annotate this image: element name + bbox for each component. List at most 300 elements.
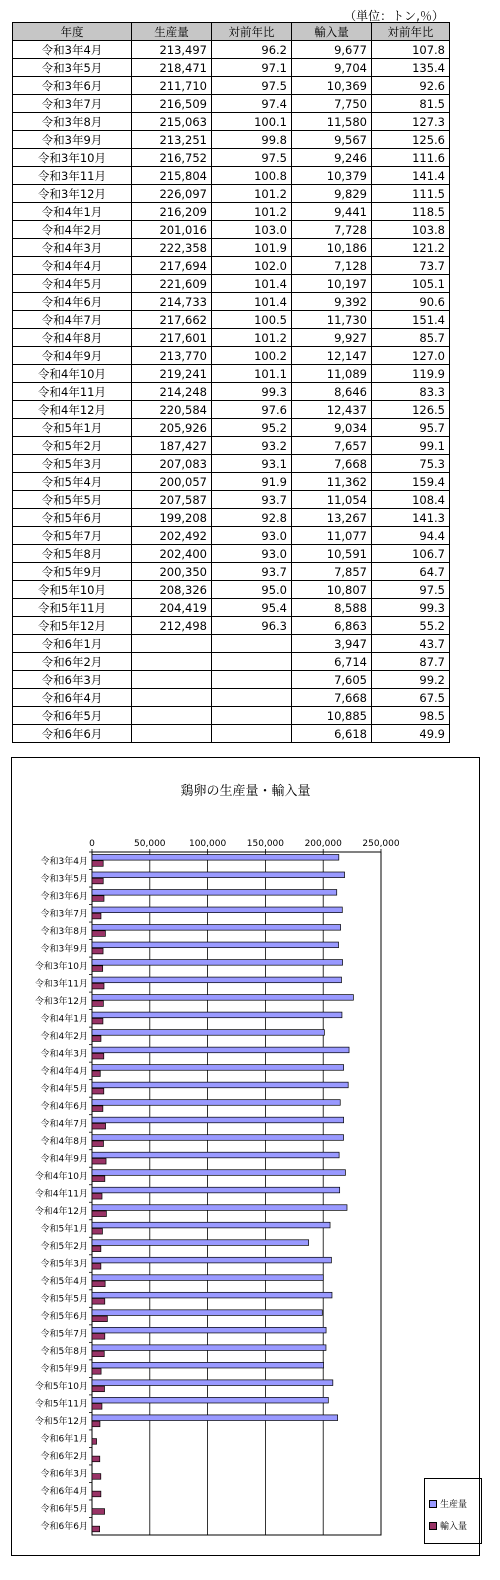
production-cell: 201,016 xyxy=(132,221,212,239)
table-row xyxy=(13,455,450,473)
imports-bar xyxy=(92,1491,101,1497)
production-yoy-cell: 99.3 xyxy=(212,383,292,401)
imports-bar xyxy=(92,1193,102,1199)
production-yoy-cell: 101.2 xyxy=(212,203,292,221)
table-row xyxy=(13,257,450,275)
period-cell: 令和4年6月 xyxy=(13,293,132,311)
category-label: 令和6年2月 xyxy=(40,1452,88,1463)
imports-bar xyxy=(92,1211,106,1217)
period-cell: 令和4年10月 xyxy=(13,365,132,383)
production-bar xyxy=(92,942,339,948)
production-yoy-cell: 93.7 xyxy=(212,491,292,509)
production-cell: 199,208 xyxy=(132,509,212,527)
category-label: 令和4年4月 xyxy=(40,1066,88,1077)
imports-cell: 9,441 xyxy=(292,203,372,221)
imports-yoy-cell: 64.7 xyxy=(372,563,450,581)
period-cell: 令和3年7月 xyxy=(13,95,132,113)
imports-yoy-cell: 87.7 xyxy=(372,653,450,671)
table-row xyxy=(13,725,450,743)
period-cell: 令和3年9月 xyxy=(13,131,132,149)
category-label: 令和3年4月 xyxy=(40,856,88,867)
category-label: 令和4年5月 xyxy=(40,1084,88,1095)
imports-cell: 11,730 xyxy=(292,311,372,329)
production-cell: 208,326 xyxy=(132,581,212,599)
production-cell: 200,057 xyxy=(132,473,212,491)
production-yoy-cell: 100.2 xyxy=(212,347,292,365)
table-row xyxy=(13,329,450,347)
imports-cell: 11,580 xyxy=(292,113,372,131)
production-bar xyxy=(92,1345,326,1351)
production-cell: 202,492 xyxy=(132,527,212,545)
imports-bar xyxy=(92,948,103,954)
period-cell: 令和5年11月 xyxy=(13,599,132,617)
production-yoy-cell: 93.1 xyxy=(212,455,292,473)
imports-cell: 9,392 xyxy=(292,293,372,311)
period-cell: 令和3年12月 xyxy=(13,185,132,203)
table-row xyxy=(13,419,450,437)
production-bar xyxy=(92,1397,328,1403)
imports-yoy-cell: 121.2 xyxy=(372,239,450,257)
table-row xyxy=(13,563,450,581)
production-yoy-cell xyxy=(212,653,292,671)
production-cell: 202,400 xyxy=(132,545,212,563)
imports-cell: 9,677 xyxy=(292,41,372,59)
imports-yoy-cell: 111.6 xyxy=(372,149,450,167)
imports-bar xyxy=(92,913,101,919)
category-label: 令和6年6月 xyxy=(40,1522,88,1533)
imports-yoy-cell: 126.5 xyxy=(372,401,450,419)
legend-label-production: 生産量 xyxy=(440,1500,468,1510)
period-cell: 令和4年7月 xyxy=(13,311,132,329)
imports-cell: 7,657 xyxy=(292,437,372,455)
imports-yoy-cell: 125.6 xyxy=(372,131,450,149)
production-cell xyxy=(132,635,212,653)
table-row xyxy=(13,77,450,95)
production-cell: 214,733 xyxy=(132,293,212,311)
imports-cell: 10,591 xyxy=(292,545,372,563)
category-label: 令和6年3月 xyxy=(40,1469,88,1480)
imports-bar xyxy=(92,878,103,884)
period-cell: 令和5年9月 xyxy=(13,563,132,581)
period-cell: 令和3年5月 xyxy=(13,59,132,77)
production-yoy-cell: 100.8 xyxy=(212,167,292,185)
production-cell: 216,509 xyxy=(132,95,212,113)
production-cell xyxy=(132,725,212,743)
imports-cell: 11,089 xyxy=(292,365,372,383)
category-label: 令和3年9月 xyxy=(40,944,88,955)
production-yoy-cell: 100.5 xyxy=(212,311,292,329)
table-row xyxy=(13,581,450,599)
bar-chart xyxy=(12,758,481,1557)
category-label: 令和3年6月 xyxy=(40,891,88,902)
imports-yoy-cell: 94.4 xyxy=(372,527,450,545)
chart-title: 鶏卵の生産量・輸入量 xyxy=(180,784,311,799)
period-cell: 令和3年4月 xyxy=(13,41,132,59)
category-label: 令和5年9月 xyxy=(40,1364,88,1375)
production-yoy-cell: 95.0 xyxy=(212,581,292,599)
imports-cell: 6,618 xyxy=(292,725,372,743)
imports-bar xyxy=(92,1299,105,1305)
imports-cell: 7,128 xyxy=(292,257,372,275)
imports-yoy-cell: 95.7 xyxy=(372,419,450,437)
production-cell: 217,694 xyxy=(132,257,212,275)
production-bar xyxy=(92,1362,324,1368)
imports-yoy-cell: 55.2 xyxy=(372,617,450,635)
category-label: 令和5年6月 xyxy=(40,1312,88,1323)
category-label: 令和4年9月 xyxy=(40,1154,88,1165)
period-cell: 令和5年1月 xyxy=(13,419,132,437)
production-cell: 217,601 xyxy=(132,329,212,347)
category-label: 令和4年7月 xyxy=(40,1119,88,1130)
category-label: 令和3年7月 xyxy=(40,909,88,920)
imports-cell: 10,379 xyxy=(292,167,372,185)
imports-cell: 10,807 xyxy=(292,581,372,599)
imports-bar xyxy=(92,1386,104,1392)
production-yoy-cell: 97.5 xyxy=(212,77,292,95)
imports-yoy-cell: 90.6 xyxy=(372,293,450,311)
imports-cell: 10,885 xyxy=(292,707,372,725)
period-cell: 令和5年6月 xyxy=(13,509,132,527)
legend-item-production xyxy=(429,1497,467,1510)
imports-bar xyxy=(92,1176,105,1182)
production-bar xyxy=(92,995,353,1001)
period-cell: 令和3年10月 xyxy=(13,149,132,167)
period-cell: 令和5年4月 xyxy=(13,473,132,491)
imports-yoy-cell: 83.3 xyxy=(372,383,450,401)
imports-bar xyxy=(92,983,104,989)
production-yoy-cell: 91.9 xyxy=(212,473,292,491)
imports-bar xyxy=(92,1263,101,1269)
imports-yoy-cell: 85.7 xyxy=(372,329,450,347)
imports-cell: 11,362 xyxy=(292,473,372,491)
production-cell: 217,662 xyxy=(132,311,212,329)
period-cell: 令和4年11月 xyxy=(13,383,132,401)
imports-cell: 11,054 xyxy=(292,491,372,509)
period-cell: 令和4年3月 xyxy=(13,239,132,257)
production-bar xyxy=(92,1012,342,1018)
production-bar xyxy=(92,1240,309,1246)
production-yoy-cell: 96.2 xyxy=(212,41,292,59)
header-production-yoy: 対前年比 xyxy=(212,23,292,41)
period-cell: 令和6年4月 xyxy=(13,689,132,707)
imports-cell: 9,704 xyxy=(292,59,372,77)
category-label: 令和4年1月 xyxy=(40,1014,88,1025)
imports-cell: 12,437 xyxy=(292,401,372,419)
production-yoy-cell: 93.0 xyxy=(212,545,292,563)
production-cell: 213,251 xyxy=(132,131,212,149)
production-cell: 200,350 xyxy=(132,563,212,581)
table-header-row xyxy=(13,23,450,41)
imports-yoy-cell: 97.5 xyxy=(372,581,450,599)
production-yoy-cell: 95.4 xyxy=(212,599,292,617)
imports-yoy-cell: 119.9 xyxy=(372,365,450,383)
imports-bar xyxy=(92,896,104,902)
imports-bar xyxy=(92,1246,101,1252)
production-cell xyxy=(132,671,212,689)
period-cell: 令和4年9月 xyxy=(13,347,132,365)
imports-yoy-cell: 49.9 xyxy=(372,725,450,743)
production-yoy-cell xyxy=(212,635,292,653)
chart-legend xyxy=(424,1478,482,1544)
category-label: 令和4年3月 xyxy=(40,1049,88,1060)
imports-cell: 9,567 xyxy=(292,131,372,149)
production-yoy-cell xyxy=(212,725,292,743)
imports-bar xyxy=(92,1421,100,1427)
production-bar xyxy=(92,1082,348,1088)
production-bar xyxy=(92,1100,340,1106)
production-cell: 218,471 xyxy=(132,59,212,77)
category-label: 令和5年10月 xyxy=(34,1382,88,1393)
production-cell: 211,710 xyxy=(132,77,212,95)
category-label: 令和4年12月 xyxy=(34,1207,88,1218)
imports-bar xyxy=(92,1281,105,1287)
production-bar xyxy=(92,1135,344,1141)
imports-yoy-cell: 141.4 xyxy=(372,167,450,185)
imports-bar xyxy=(92,1474,101,1480)
production-yoy-cell: 101.9 xyxy=(212,239,292,257)
imports-yoy-cell: 81.5 xyxy=(372,95,450,113)
imports-bar xyxy=(92,1404,102,1410)
imports-cell: 7,668 xyxy=(292,689,372,707)
production-cell: 216,209 xyxy=(132,203,212,221)
category-label: 令和5年12月 xyxy=(34,1417,88,1428)
period-cell: 令和3年11月 xyxy=(13,167,132,185)
production-yoy-cell: 92.8 xyxy=(212,509,292,527)
production-bar xyxy=(92,890,337,896)
production-bar xyxy=(92,960,343,966)
imports-cell: 10,197 xyxy=(292,275,372,293)
period-cell: 令和6年5月 xyxy=(13,707,132,725)
imports-bar xyxy=(92,1141,103,1147)
imports-cell: 3,947 xyxy=(292,635,372,653)
category-label: 令和5年11月 xyxy=(34,1399,88,1410)
imports-bar xyxy=(92,1053,104,1059)
imports-cell: 7,750 xyxy=(292,95,372,113)
category-label: 令和4年2月 xyxy=(40,1031,88,1042)
imports-bar xyxy=(92,1071,100,1077)
production-cell: 204,419 xyxy=(132,599,212,617)
period-cell: 令和6年2月 xyxy=(13,653,132,671)
header-imports: 輸入量 xyxy=(292,23,372,41)
table-row xyxy=(13,545,450,563)
production-bar xyxy=(92,1152,339,1158)
category-label: 令和5年5月 xyxy=(40,1294,88,1305)
imports-yoy-cell: 141.3 xyxy=(372,509,450,527)
imports-bar xyxy=(92,1228,102,1234)
category-label: 令和5年1月 xyxy=(40,1224,88,1235)
table-row xyxy=(13,131,450,149)
production-bar xyxy=(92,1415,338,1421)
table-row xyxy=(13,383,450,401)
imports-yoy-cell: 159.4 xyxy=(372,473,450,491)
period-cell: 令和4年2月 xyxy=(13,221,132,239)
production-cell: 214,248 xyxy=(132,383,212,401)
table-row xyxy=(13,707,450,725)
production-cell xyxy=(132,653,212,671)
period-cell: 令和5年3月 xyxy=(13,455,132,473)
production-yoy-cell: 93.0 xyxy=(212,527,292,545)
table-row xyxy=(13,653,450,671)
imports-yoy-cell: 107.8 xyxy=(372,41,450,59)
category-label: 令和3年8月 xyxy=(40,926,88,937)
imports-cell: 7,728 xyxy=(292,221,372,239)
imports-yoy-cell: 99.2 xyxy=(372,671,450,689)
period-cell: 令和5年8月 xyxy=(13,545,132,563)
table-row xyxy=(13,221,450,239)
production-cell: 215,804 xyxy=(132,167,212,185)
production-yoy-cell: 102.0 xyxy=(212,257,292,275)
legend-swatch-imports xyxy=(429,1522,437,1530)
x-tick-label: 0 xyxy=(89,839,95,849)
production-yoy-cell: 97.5 xyxy=(212,149,292,167)
imports-bar xyxy=(92,1106,103,1112)
period-cell: 令和6年3月 xyxy=(13,671,132,689)
imports-cell: 13,267 xyxy=(292,509,372,527)
imports-yoy-cell: 151.4 xyxy=(372,311,450,329)
period-cell: 令和5年2月 xyxy=(13,437,132,455)
period-cell: 令和5年12月 xyxy=(13,617,132,635)
imports-bar xyxy=(92,1123,106,1129)
production-yoy-cell: 97.6 xyxy=(212,401,292,419)
imports-bar xyxy=(92,931,105,937)
production-bar xyxy=(92,1275,323,1281)
imports-bar xyxy=(92,1439,97,1445)
imports-cell: 6,863 xyxy=(292,617,372,635)
category-label: 令和3年10月 xyxy=(34,961,88,972)
legend-swatch-production xyxy=(429,1500,437,1508)
table-row xyxy=(13,203,450,221)
production-yoy-cell: 101.4 xyxy=(212,293,292,311)
table-row xyxy=(13,509,450,527)
table-row xyxy=(13,113,450,131)
production-bar xyxy=(92,1257,331,1263)
production-cell: 215,063 xyxy=(132,113,212,131)
table-row xyxy=(13,527,450,545)
production-bar xyxy=(92,977,341,983)
production-cell: 219,241 xyxy=(132,365,212,383)
production-yoy-cell: 100.1 xyxy=(212,113,292,131)
table-row xyxy=(13,293,450,311)
production-cell: 213,497 xyxy=(132,41,212,59)
imports-bar xyxy=(92,1088,104,1094)
table-row xyxy=(13,365,450,383)
imports-cell: 9,927 xyxy=(292,329,372,347)
table-row xyxy=(13,437,450,455)
imports-cell: 8,646 xyxy=(292,383,372,401)
production-bar xyxy=(92,1292,332,1298)
imports-yoy-cell: 105.1 xyxy=(372,275,450,293)
plot-area xyxy=(92,852,381,1535)
category-label: 令和6年1月 xyxy=(40,1434,88,1445)
production-cell: 216,752 xyxy=(132,149,212,167)
category-label: 令和5年4月 xyxy=(40,1277,88,1288)
table-row xyxy=(13,599,450,617)
imports-bar xyxy=(92,1316,107,1322)
production-cell: 187,427 xyxy=(132,437,212,455)
table-row xyxy=(13,617,450,635)
production-yoy-cell: 99.8 xyxy=(212,131,292,149)
imports-cell: 11,077 xyxy=(292,527,372,545)
imports-cell: 8,588 xyxy=(292,599,372,617)
production-cell: 221,609 xyxy=(132,275,212,293)
imports-yoy-cell: 73.7 xyxy=(372,257,450,275)
imports-yoy-cell: 67.5 xyxy=(372,689,450,707)
category-label: 令和5年7月 xyxy=(40,1329,88,1340)
table-row xyxy=(13,401,450,419)
production-cell xyxy=(132,689,212,707)
imports-cell: 10,186 xyxy=(292,239,372,257)
header-imports-yoy: 対前年比 xyxy=(372,23,450,41)
production-cell xyxy=(132,707,212,725)
imports-cell: 7,605 xyxy=(292,671,372,689)
table-row xyxy=(13,59,450,77)
imports-yoy-cell: 127.0 xyxy=(372,347,450,365)
production-yoy-cell xyxy=(212,671,292,689)
imports-bar xyxy=(92,1509,105,1515)
period-cell: 令和3年8月 xyxy=(13,113,132,131)
table-row xyxy=(13,347,450,365)
imports-yoy-cell: 103.8 xyxy=(372,221,450,239)
period-cell: 令和4年4月 xyxy=(13,257,132,275)
period-cell: 令和6年6月 xyxy=(13,725,132,743)
category-label: 令和3年5月 xyxy=(40,874,88,885)
table-row xyxy=(13,167,450,185)
imports-bar xyxy=(92,1456,100,1462)
table-row xyxy=(13,239,450,257)
imports-yoy-cell: 75.3 xyxy=(372,455,450,473)
production-bar xyxy=(92,872,345,878)
imports-bar xyxy=(92,1158,106,1164)
x-tick-label: 150,000 xyxy=(246,839,285,849)
table-row xyxy=(13,689,450,707)
production-bar xyxy=(92,1222,330,1228)
production-yoy-cell: 95.2 xyxy=(212,419,292,437)
category-label: 令和4年10月 xyxy=(34,1171,88,1182)
legend-label-imports: 輸入量 xyxy=(440,1522,468,1532)
period-cell: 令和5年10月 xyxy=(13,581,132,599)
production-yoy-cell: 101.2 xyxy=(212,185,292,203)
x-tick-label: 100,000 xyxy=(188,839,227,849)
imports-yoy-cell: 92.6 xyxy=(372,77,450,95)
production-bar xyxy=(92,1205,347,1211)
production-yoy-cell: 97.4 xyxy=(212,95,292,113)
period-cell: 令和6年1月 xyxy=(13,635,132,653)
production-yoy-cell xyxy=(212,707,292,725)
production-yoy-cell: 96.3 xyxy=(212,617,292,635)
category-label: 令和4年8月 xyxy=(40,1136,88,1147)
production-cell: 207,587 xyxy=(132,491,212,509)
imports-bar xyxy=(92,1526,100,1532)
table-row xyxy=(13,41,450,59)
x-tick-label: 200,000 xyxy=(304,839,342,849)
imports-cell: 9,246 xyxy=(292,149,372,167)
production-yoy-cell: 101.2 xyxy=(212,329,292,347)
production-bar xyxy=(92,1065,344,1071)
table-row xyxy=(13,95,450,113)
table-row xyxy=(13,671,450,689)
imports-yoy-cell: 127.3 xyxy=(372,113,450,131)
legend-item-imports xyxy=(429,1519,467,1532)
production-yoy-cell: 101.4 xyxy=(212,275,292,293)
category-label: 令和4年11月 xyxy=(34,1189,88,1200)
imports-bar xyxy=(92,1334,105,1340)
imports-cell: 9,829 xyxy=(292,185,372,203)
category-label: 令和4年6月 xyxy=(40,1101,88,1112)
production-bar xyxy=(92,925,341,931)
imports-bar xyxy=(92,1351,104,1357)
imports-cell: 12,147 xyxy=(292,347,372,365)
table-row xyxy=(13,491,450,509)
